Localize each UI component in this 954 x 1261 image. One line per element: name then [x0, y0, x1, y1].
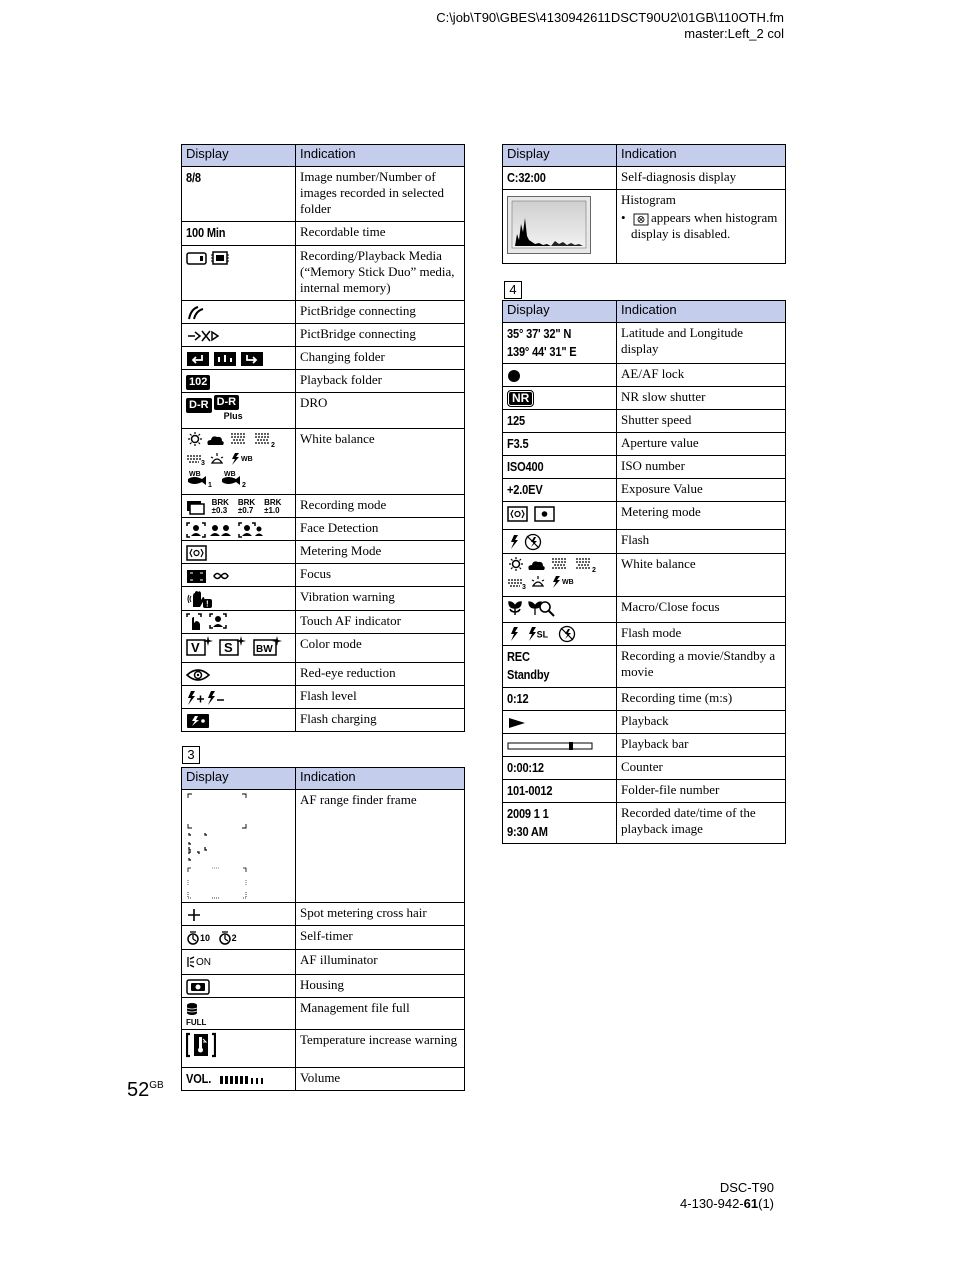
dro-icon: D-R	[186, 398, 212, 413]
table-row	[182, 301, 465, 324]
af-illuminator-icon: ON	[186, 952, 211, 972]
table-row	[503, 530, 786, 554]
display-value: F3.5	[507, 436, 529, 451]
metering-mode-icon	[186, 545, 208, 561]
column-header-display: Display	[182, 768, 296, 790]
indication-text: Metering Mode	[296, 541, 465, 564]
table-4	[502, 300, 786, 844]
indication-text: Changing folder	[296, 347, 465, 370]
bullet: •	[621, 210, 626, 225]
dro-plus-icon: D-R Plus	[214, 395, 243, 421]
indication-text: White balance	[617, 553, 786, 596]
table-row	[503, 433, 786, 456]
indication-text: Recordable time	[296, 222, 465, 246]
table-row	[182, 518, 465, 541]
indication-text: Flash mode	[617, 622, 786, 646]
histogram-disabled-icon	[633, 213, 649, 226]
table-row	[503, 502, 786, 530]
table-row	[503, 410, 786, 433]
table-row	[182, 998, 465, 1030]
pictbridge-disconnect-icon	[186, 328, 220, 344]
svg-text:!: !	[206, 599, 209, 608]
self-timer-2-icon	[218, 931, 232, 945]
svg-text:WB: WB	[241, 456, 253, 463]
indication-text: Playback folder	[296, 370, 465, 393]
column-header-indication: Indication	[296, 145, 465, 167]
ae-af-lock-icon	[507, 369, 521, 383]
bracket-icons: BRK ±0.3 BRK ±0.7 BRK ±1.0	[211, 497, 282, 515]
table-row	[182, 393, 465, 429]
indication-text: Exposure Value	[617, 479, 786, 502]
histogram-note	[621, 210, 781, 242]
display-value: 0:00:12	[507, 760, 544, 776]
touch-af-icons	[186, 613, 230, 631]
file-path: C:\job\T90\GBES\4130942611DSCT90U2\01GB\110OTH.fm	[436, 10, 784, 25]
indication-text: NR slow shutter	[617, 387, 786, 410]
table-row	[503, 734, 786, 757]
indication-text: ISO number	[617, 456, 786, 479]
svg-text:V: V	[191, 640, 200, 656]
indication-text: Shutter speed	[617, 410, 786, 433]
indication-text: Flash level	[296, 686, 465, 709]
table-row	[182, 663, 465, 686]
indication-text: Vibration warning	[296, 587, 465, 611]
indication-text: White balance	[296, 429, 465, 495]
indication-text: Counter	[617, 757, 786, 780]
indication-text: Playback bar	[617, 734, 786, 757]
management-file-full-icon: FULL	[186, 1002, 206, 1027]
flash-icons	[507, 533, 543, 551]
display-value: 8/8	[186, 170, 201, 185]
red-eye-icon	[186, 667, 210, 683]
table-row	[503, 688, 786, 711]
column-header-indication: Indication	[617, 301, 786, 323]
indication-text: Recording a movie/Standby a movie	[617, 646, 786, 688]
column-header-display: Display	[503, 301, 617, 323]
table-row	[182, 1030, 465, 1068]
table-row	[503, 780, 786, 803]
vibration-warning-icon	[186, 590, 214, 608]
playback-bar	[507, 740, 593, 752]
indication-text: AF illuminator	[296, 950, 465, 975]
rec-label: REC	[507, 649, 530, 665]
svg-text:WB: WB	[562, 578, 574, 586]
document-footer	[672, 1180, 774, 1212]
recorded-date: 2009 1 1	[507, 806, 549, 822]
svg-text:WB: WB	[224, 471, 236, 478]
histogram-note-text: appears when histogram display is disabled.	[631, 210, 778, 241]
table-row	[182, 370, 465, 393]
page-number: $52^{GB}$	[127, 1079, 164, 1101]
table-row	[182, 634, 465, 663]
table-row	[503, 711, 786, 734]
playback-arrow-icon	[507, 716, 527, 730]
af-range-finder-frames	[186, 792, 248, 900]
table-row	[503, 553, 786, 596]
indication-text: PictBridge connecting	[296, 324, 465, 347]
section-label-3: 3	[182, 746, 200, 764]
indication-text: Management file full	[296, 998, 465, 1030]
flash-level-icons	[186, 690, 228, 706]
table-row	[503, 646, 786, 688]
pictbridge-icon	[186, 305, 206, 321]
table-row	[503, 622, 786, 646]
longitude-value: 139° 44' 31" E	[507, 344, 577, 359]
indication-text: Flash charging	[296, 709, 465, 732]
indication-text: Macro/Close focus	[617, 596, 786, 622]
indication-text: Flash	[617, 530, 786, 554]
color-mode-icons	[186, 636, 282, 656]
display-value: 101-0012	[507, 783, 553, 799]
table-row	[182, 790, 465, 903]
indication-text: Self-timer	[296, 926, 465, 950]
table-row	[182, 903, 465, 926]
display-value: +2.0EV	[507, 482, 543, 497]
svg-text:WB: WB	[189, 471, 201, 478]
indication-text: Metering mode	[617, 502, 786, 530]
table-row	[182, 167, 465, 222]
svg-text:2: 2	[242, 482, 246, 489]
indication-text: AE/AF lock	[617, 364, 786, 387]
svg-text:1: 1	[208, 482, 212, 489]
indication-text: Folder-file number	[617, 780, 786, 803]
indication-text: Latitude and Longitude display	[617, 323, 786, 364]
table-row	[503, 167, 786, 190]
media-icons	[186, 250, 232, 266]
table-row	[182, 347, 465, 370]
column-header-indication: Indication	[296, 768, 465, 790]
svg-text:3: 3	[522, 583, 526, 591]
standby-label: Standby	[507, 667, 550, 683]
table-row	[182, 975, 465, 998]
table-row	[182, 587, 465, 611]
svg-text:BW: BW	[256, 644, 273, 656]
indication-text: Volume	[296, 1068, 465, 1091]
table-row	[503, 190, 786, 264]
indication-text: Temperature increase warning	[296, 1030, 465, 1068]
folder-change-icons	[186, 351, 264, 367]
table-row	[503, 479, 786, 502]
indication-text: Recorded date/time of the playback image	[617, 803, 786, 844]
indication-text: Recording mode	[296, 495, 465, 518]
face-detection-icons	[186, 522, 266, 538]
indication-text: Self-diagnosis display	[617, 167, 786, 190]
display-value: ISO400	[507, 459, 544, 474]
model-number: DSC-T90	[719, 1180, 774, 1195]
table-row	[503, 364, 786, 387]
column-header-display: Display	[182, 145, 296, 167]
indication-text: Touch AF indicator	[296, 610, 465, 634]
table-row	[182, 495, 465, 518]
display-value: 100 Min	[186, 225, 226, 240]
indication-text: Recording/Playback Media (“Memory Stick Duo” media, internal memory)	[296, 246, 465, 301]
table-1	[181, 144, 465, 732]
table-row	[503, 803, 786, 844]
latitude-value: 35° 37' 32" N	[507, 326, 572, 341]
table-row	[182, 1068, 465, 1091]
macro-icons	[507, 599, 557, 617]
table-row	[182, 610, 465, 634]
table-row	[182, 686, 465, 709]
display-value: C:32:00	[507, 170, 546, 185]
indication-text: Playback	[617, 711, 786, 734]
indication-text: Spot metering cross hair	[296, 903, 465, 926]
indication-text: Red-eye reduction	[296, 663, 465, 686]
indication-text: Image number/Number of images recorded in selected folder	[296, 167, 465, 222]
table-row	[182, 950, 465, 975]
table-row	[503, 323, 786, 364]
master-page-label: master:Left_2 col	[684, 26, 784, 41]
table-row	[182, 324, 465, 347]
table-2	[181, 767, 465, 1091]
table-row	[182, 926, 465, 950]
table-row	[503, 387, 786, 410]
svg-text:2: 2	[271, 442, 275, 449]
section-label-4: 4	[504, 281, 522, 299]
table-row	[182, 564, 465, 587]
crosshair-icon	[186, 907, 202, 923]
flash-charging-icon	[186, 713, 210, 729]
table-row	[503, 456, 786, 479]
display-value: 0:12	[507, 691, 529, 707]
svg-text:3: 3	[201, 460, 205, 467]
indication-text: Recording time (m:s)	[617, 688, 786, 711]
indication-text: PictBridge connecting	[296, 301, 465, 324]
table-row	[182, 709, 465, 732]
indication-text: Housing	[296, 975, 465, 998]
nr-slow-shutter-icon: NR	[509, 392, 532, 405]
volume-bar	[219, 1074, 267, 1086]
indication-text: AF range finder frame	[296, 790, 465, 903]
table-row	[503, 596, 786, 622]
focus-icons	[186, 568, 234, 584]
histogram-image	[507, 196, 591, 254]
column-header-indication: Indication	[617, 145, 786, 167]
file-path-header	[436, 10, 784, 42]
indication-text: DRO	[296, 393, 465, 429]
white-balance-icons	[186, 431, 278, 489]
indication-text: Focus	[296, 564, 465, 587]
table-row	[182, 429, 465, 495]
temperature-warning-icon	[186, 1032, 216, 1058]
document-code: 4-130-942-61(1)	[680, 1196, 774, 1211]
table-row	[182, 246, 465, 301]
indication-text: Histogram	[621, 192, 676, 207]
housing-icon	[186, 979, 210, 995]
indication-text: Face Detection	[296, 518, 465, 541]
table-row	[182, 222, 465, 246]
self-timer-icons: 10 2	[186, 928, 237, 947]
self-timer-10-icon	[186, 931, 200, 945]
display-value: 125	[507, 413, 525, 428]
metering-mode-icons	[507, 505, 557, 523]
column-header-display: Display	[503, 145, 617, 167]
playback-folder-icon: 102	[186, 375, 210, 390]
svg-text:2: 2	[592, 566, 596, 574]
burst-icon	[186, 499, 206, 515]
recorded-time: 9:30 AM	[507, 824, 548, 840]
table-3	[502, 144, 786, 264]
indication-text: Color mode	[296, 634, 465, 663]
volume-label: VOL.	[186, 1071, 212, 1087]
table-row	[503, 757, 786, 780]
indication-text: Aperture value	[617, 433, 786, 456]
table-row	[182, 541, 465, 564]
white-balance-icons	[507, 556, 599, 594]
flash-mode-icons: SL	[507, 625, 576, 644]
svg-text:S: S	[224, 640, 233, 656]
